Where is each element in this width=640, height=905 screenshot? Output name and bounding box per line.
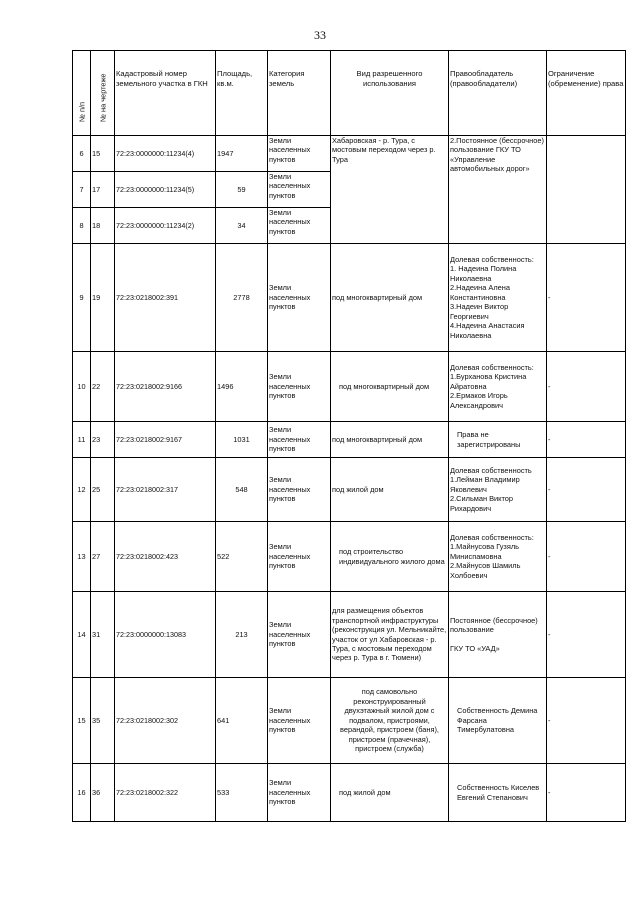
row-cadastral: 72:23:0218002:391 <box>115 244 216 352</box>
row-num: 12 <box>73 458 91 522</box>
row-owner: 2.Постоянное (бессрочное) пользование ГКУ ТО «Управление автомобильных дорог» <box>449 136 547 244</box>
row-category: Земли населенных пунктов <box>268 678 331 764</box>
row-area: 1947 <box>216 136 268 172</box>
row-owner: Долевая собственность: 1.Бурханова Кристина Айратовна 2.Ермаков Игорь Александрович <box>449 352 547 422</box>
row-area: 59 <box>216 172 268 208</box>
row-drawing-num: 15 <box>91 136 115 172</box>
row-owner: Собственность Киселев Евгений Степанович <box>449 764 547 822</box>
header-area: Площадь, кв.м. <box>216 51 268 136</box>
row-cadastral: 72:23:0218002:423 <box>115 522 216 592</box>
row-category: Земли населенных пунктов <box>268 422 331 458</box>
row-owner: Постоянное (бессрочное) пользование ГКУ ТО «УАД» <box>449 592 547 678</box>
row-drawing-num: 31 <box>91 592 115 678</box>
row-area: 1496 <box>216 352 268 422</box>
row-num: 15 <box>73 678 91 764</box>
row-num: 9 <box>73 244 91 352</box>
row-cadastral: 72:23:0218002:9167 <box>115 422 216 458</box>
row-area: 548 <box>216 458 268 522</box>
row-drawing-num: 18 <box>91 208 115 244</box>
row-num: 8 <box>73 208 91 244</box>
row-owner: Долевая собственность 1.Лейман Владимир Яковлевич 2.Сильман Виктор Рихардович <box>449 458 547 522</box>
row-category: Земли населенных пунктов <box>268 522 331 592</box>
row-owner: Права не зарегистрированы <box>449 422 547 458</box>
header-drawing-num: № на чертеже <box>91 51 115 136</box>
table-row <box>73 764 626 822</box>
row-category: Земли населенных пунктов <box>268 136 331 172</box>
header-owner: Правообладатель (правообладатели) <box>449 51 547 136</box>
row-category: Земли населенных пунктов <box>268 352 331 422</box>
row-area: 34 <box>216 208 268 244</box>
row-cadastral: 72:23:0218002:317 <box>115 458 216 522</box>
row-drawing-num: 25 <box>91 458 115 522</box>
row-num: 14 <box>73 592 91 678</box>
table-row <box>73 678 626 764</box>
row-category: Земли населенных пунктов <box>268 172 331 208</box>
row-category: Земли населенных пунктов <box>268 244 331 352</box>
row-drawing-num: 36 <box>91 764 115 822</box>
row-area: 2778 <box>216 244 268 352</box>
row-num: 11 <box>73 422 91 458</box>
land-plots-table <box>72 50 626 822</box>
table-row <box>73 136 626 172</box>
table-row <box>73 458 626 522</box>
table-row <box>73 352 626 422</box>
row-limit <box>547 136 626 244</box>
row-cadastral: 72:23:0000000:11234(4) <box>115 136 216 172</box>
row-cadastral: 72:23:0218002:322 <box>115 764 216 822</box>
row-cadastral: 72:23:0218002:302 <box>115 678 216 764</box>
row-category: Земли населенных пунктов <box>268 208 331 244</box>
row-use: под жилой дом <box>331 458 449 522</box>
row-limit: - <box>547 764 626 822</box>
row-limit: - <box>547 522 626 592</box>
row-category: Земли населенных пунктов <box>268 592 331 678</box>
row-area: 641 <box>216 678 268 764</box>
row-num: 10 <box>73 352 91 422</box>
table-row <box>73 592 626 678</box>
row-cadastral: 72:23:0218002:9166 <box>115 352 216 422</box>
row-owner: Собственность Демина Фарсана Тимербулатовна <box>449 678 547 764</box>
row-cadastral: 72:23:0000000:11234(2) <box>115 208 216 244</box>
row-drawing-num: 17 <box>91 172 115 208</box>
header-category: Категория земель <box>268 51 331 136</box>
row-use: под многоквартирный дом <box>331 244 449 352</box>
row-area: 533 <box>216 764 268 822</box>
page-number: 33 <box>314 28 326 42</box>
row-limit: - <box>547 458 626 522</box>
table-row <box>73 422 626 458</box>
row-drawing-num: 22 <box>91 352 115 422</box>
row-limit: - <box>547 422 626 458</box>
row-num: 6 <box>73 136 91 172</box>
row-use: под строительство индивидуального жилого дома <box>331 522 449 592</box>
header-use: Вид разрешенного использования <box>331 51 449 136</box>
row-use: под многоквартирный дом <box>331 422 449 458</box>
row-limit: - <box>547 244 626 352</box>
header-num: № п/п <box>73 51 91 136</box>
row-drawing-num: 23 <box>91 422 115 458</box>
row-limit: - <box>547 592 626 678</box>
row-use: под жилой дом <box>331 764 449 822</box>
row-drawing-num: 35 <box>91 678 115 764</box>
row-drawing-num: 27 <box>91 522 115 592</box>
row-area: 213 <box>216 592 268 678</box>
row-area: 522 <box>216 522 268 592</box>
row-area: 1031 <box>216 422 268 458</box>
row-num: 13 <box>73 522 91 592</box>
row-use: под самовольно реконструированный двухэтажный жилой дом с подвалом, пристроями, верандой, пристроем (баня), пристроем (прачечная), пристроем (служба) <box>331 678 449 764</box>
header-row <box>73 51 626 136</box>
table-row <box>73 244 626 352</box>
table-row <box>73 522 626 592</box>
header-cadastral: Кадастровый номер земельного участка в ГКН <box>115 51 216 136</box>
row-num: 7 <box>73 172 91 208</box>
row-use: под многоквартирный дом <box>331 352 449 422</box>
header-limit: Ограничение (обременение) права <box>547 51 626 136</box>
row-num: 16 <box>73 764 91 822</box>
row-limit: - <box>547 352 626 422</box>
row-use: Хабаровская - р. Тура, с мостовым переходом через р. Тура <box>331 136 449 244</box>
row-cadastral: 72:23:0000000:11234(5) <box>115 172 216 208</box>
row-owner: Долевая собственность: 1.Майнусова Гузяль Миниспамовна 2.Майнусов Шамиль Холбоевич <box>449 522 547 592</box>
row-category: Земли населенных пунктов <box>268 764 331 822</box>
row-category: Земли населенных пунктов <box>268 458 331 522</box>
row-use: для размещения объектов транспортной инфраструктуры (реконструкция ул. Мельникайте, участок от ул Хабаровская - р. Тура, с мостовым переходом через р. Тура в г. Тюмени) <box>331 592 449 678</box>
row-owner: Долевая собственность: 1. Надеина Полина Николаевна 2.Надеина Алена Константиновна 3.Надеин Виктор Георгиевич 4.Надеина Анастасия Николаевна <box>449 244 547 352</box>
row-drawing-num: 19 <box>91 244 115 352</box>
row-limit: - <box>547 678 626 764</box>
row-cadastral: 72:23:0000000:13083 <box>115 592 216 678</box>
